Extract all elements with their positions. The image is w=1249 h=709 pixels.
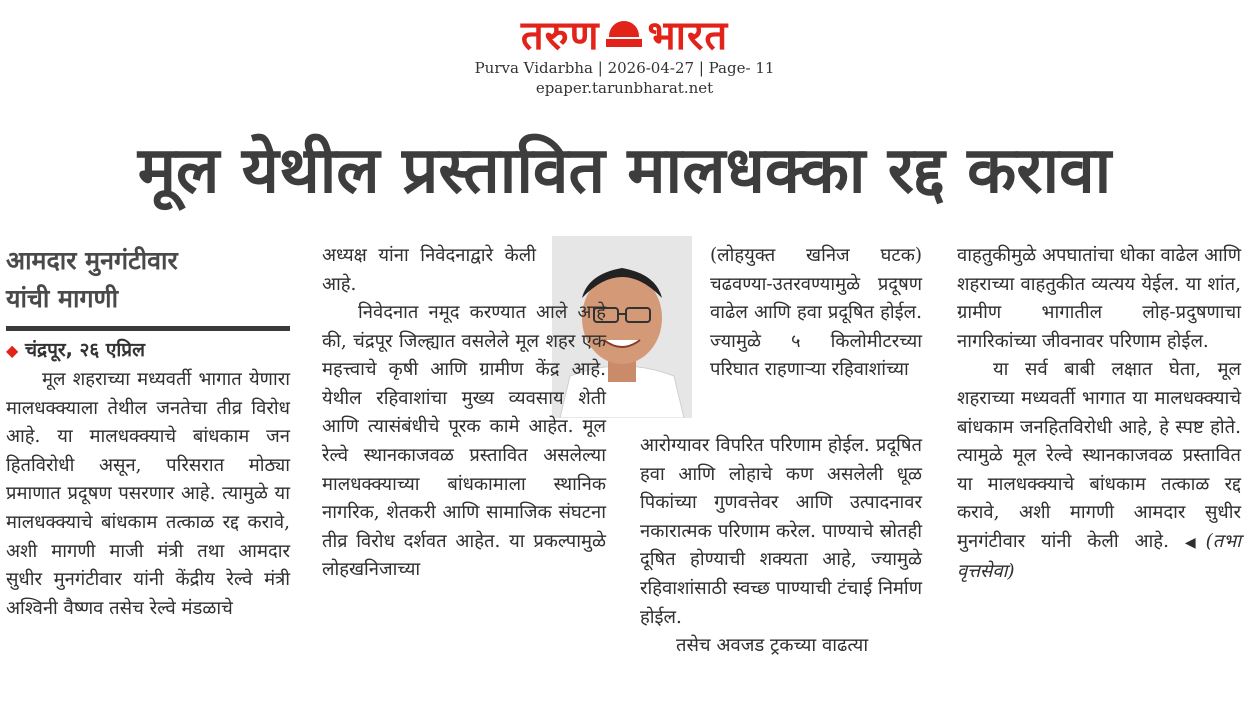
masthead [0, 14, 1249, 98]
logo-text-right: भारत [647, 13, 729, 59]
newspaper-logo [521, 14, 728, 58]
subhead-divider [6, 326, 290, 331]
column-3-last: तसेच अवजड ट्रकच्या वाढत्या [676, 635, 869, 657]
column-3-top [710, 242, 922, 385]
dateline [6, 335, 290, 366]
column-2-body: निवेदनात नमूद करण्यात आले आहे की, चंद्रपूर जिल्ह्यात वसलेले मूल शहर एक महत्त्वाचे कृषी आणि ग्रामीण केंद्र आहे. येथील रहिवाशांचा मुख्य व्यवसाय शेती आणि त्यासंबंधीचे पूरक कामे आहेत. मूल रेल्वे स्थानकाजवळ प्रस्तावित असलेल्या मालधक्क्याच्या बांधकामाला स्थानिक नागरिक, शेतकरी आणि सामाजिक संघटना तीव्र विरोध दर्शवत आहेत. या प्रकल्पामुळे लोहखनिजाच्या [322, 302, 606, 581]
column-3-intro: (लोहयुक्त खनिज घटक) चढवण्या-उतरवण्यामुळे प्रदूषण वाढेल आणि हवा प्रदूषित होईल. ज्यामुळे ५ किलोमीटरच्या परिघात राहणाऱ्या रहिवाशांच्या [710, 245, 922, 381]
column-4-para-1: वाहतुकीमुळे अपघातांचा धोका वाढेल आणि शहराच्या वाहतुकीत व्यत्यय येईल. या शांत, ग्रामीण भागातील लोह-प्रदुषणाचा नागरिकांच्या जीवनावर परिणाम होईल. [957, 245, 1241, 352]
logo-text-left: तरुण [520, 13, 600, 59]
dateline-text: चंद्रपूर, २६ एप्रिल [24, 339, 145, 361]
column-4-para-2-text: या सर्व बाबी लक्षात घेता, मूल शहराच्या मध्यवर्ती भागात या मालधक्क्याचे बांधकाम जनहितविरोधी आहे, हे स्पष्ट होते. त्यामुळे मूल रेल्वे स्थानकाजवळ प्रस्तावित या मालधक्क्याचे बांधकाम तत्काळ रद्द करावे, अशी मागणी आमदार सुधीर मुनगंटीवार यांनी केली आहे. [957, 359, 1241, 552]
column-1-body: मूल शहराच्या मध्यवर्ती भागात येणारा मालधक्क्याला तेथील जनतेचा तीव्र विरोध आहे. या मालधक्क्याचे बांधकाम जन हितविरोधी असून, परिसरात मोठ्या प्रमाणात प्रदूषण पसरणार आहे. त्यामुळे या मालधक्क्याचे बांधकाम तत्काळ रद्द करावे, अशी मागणी माजी मंत्री तथा आमदार सुधीर मुनगंटीवार यांनी केंद्रीय रेल्वे मंत्री अश्विनी वैष्णव तसेच रेल्वे मंडळाचे [6, 369, 290, 619]
article-headline: मूल येथील प्रस्तावित मालधक्का रद्द करावा [137, 134, 1112, 208]
edition-meta: Purva Vidarbha | 2026-04-27 | Page- 11 [474, 59, 775, 77]
column-2 [322, 299, 606, 585]
column-3 [640, 432, 922, 661]
diamond-bullet-icon: ◆ [6, 341, 19, 360]
subheadline-line-1: आमदार मुनगंटीवार [6, 246, 178, 275]
column-3-body: आरोग्यावर विपरित परिणाम होईल. प्रदूषित हवा आणि लोहाचे कण असलेली धूळ पिकांच्या गुणवत्तेवर आणि उत्पादनावर नकारात्मक परिणाम करेल. पाण्याचे स्रोतही दूषित होण्याची शक्यता आहे, ज्यामुळे रहिवाशांसाठी स्वच्छ पाण्याची टंचाई निर्माण होईल. [640, 435, 922, 628]
news-credit: (तभा वृत्तसेवा) [957, 530, 1241, 582]
column-4-para-2 [957, 356, 1241, 586]
column-1 [6, 242, 290, 623]
column-4 [957, 242, 1241, 586]
end-triangle-icon: ◀ [1184, 534, 1206, 551]
column-2-top [322, 242, 536, 299]
column-2-intro: अध्यक्ष यांना निवेदनाद्वारे केली आहे. [322, 245, 536, 295]
epaper-url[interactable]: epaper.tarunbharat.net [535, 79, 714, 97]
subheadline-line-2: यांची मागणी [6, 284, 119, 313]
logo-emblem-icon [606, 21, 642, 51]
